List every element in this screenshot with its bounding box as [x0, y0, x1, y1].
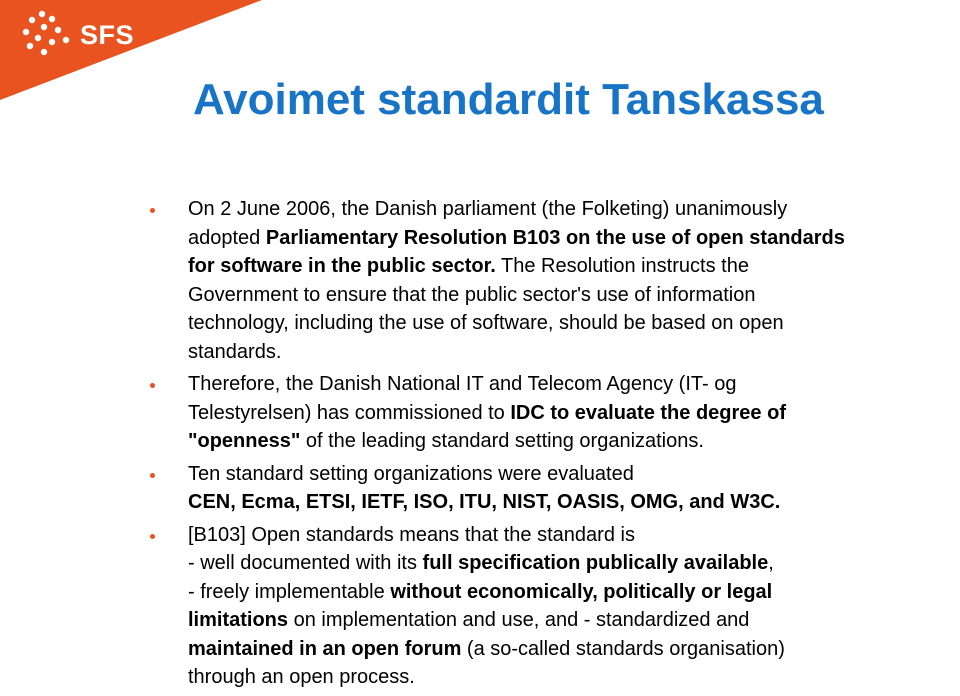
text-line: [188, 309, 960, 338]
text-segment: - well documented with its: [188, 552, 423, 574]
text-line: [188, 281, 960, 310]
bullet-list: [148, 195, 960, 696]
bold-text-segment: without economically, politically or legal: [390, 580, 773, 603]
bold-text-segment: limitations: [188, 609, 289, 631]
text-line: [188, 224, 960, 253]
bullet-text: [188, 460, 960, 517]
bold-text-segment: Parliamentary Resolution B103 on the use of open standards: [265, 226, 845, 249]
slide-title: Avoimet standardit Tanskassa: [193, 75, 824, 124]
text-segment: technology, including the use of software, should be based on open: [188, 312, 784, 334]
text-line: [188, 521, 960, 550]
bullet-text: [188, 195, 960, 366]
text-line: [188, 635, 960, 664]
text-line: [188, 427, 960, 456]
text-segment: Therefore, the Danish National IT and Telecom Agency (IT- og: [188, 373, 737, 395]
bullet-text: [188, 370, 960, 456]
text-segment: The Resolution instructs the: [495, 255, 749, 277]
text-segment: Telestyrelsen) has commissioned to: [188, 401, 511, 424]
text-segment: - freely implementable: [188, 580, 391, 603]
bullet-item: [148, 460, 960, 517]
text-segment: ,: [768, 552, 774, 574]
bullet-dot-icon: [150, 208, 155, 213]
bullet-dot-icon: [150, 383, 155, 388]
text-line: [188, 460, 960, 489]
bullet-dot-icon: [150, 473, 155, 478]
text-segment: Government to ensure that the public sector's use of information: [188, 283, 756, 306]
text-line: [188, 370, 960, 399]
text-segment: through an open process.: [188, 666, 415, 688]
text-line: [188, 549, 960, 578]
text-segment: [B103] Open standards means that the standard is: [188, 523, 635, 546]
bold-text-segment: maintained in an open forum: [188, 637, 462, 660]
bold-text-segment: "openness": [188, 430, 301, 452]
text-segment: on implementation and use, and - standardized and: [288, 609, 750, 631]
bullet-item: [148, 370, 960, 456]
brand-name: SFS: [80, 20, 135, 50]
text-segment: of the leading standard setting organizations.: [300, 430, 704, 452]
bold-text-segment: full specification publically available: [422, 552, 769, 574]
text-segment: adopted: [188, 226, 266, 249]
text-line: [188, 252, 960, 281]
text-line: [188, 663, 960, 692]
text-line: [188, 606, 960, 635]
bold-text-segment: for software in the public sector.: [188, 255, 496, 277]
text-line: [188, 338, 960, 367]
text-segment: On 2 June 2006, the Danish parliament (the Folketing) unanimously: [188, 198, 788, 220]
bold-text-segment: CEN, Ecma, ETSI, IETF, ISO, ITU, NIST, OASIS, OMG, and W3C.: [188, 491, 781, 513]
text-line: [188, 488, 960, 517]
text-line: [188, 195, 960, 224]
bullet-dot-icon: [150, 534, 155, 539]
bullet-text: [188, 521, 960, 692]
text-line: [188, 578, 960, 607]
bullet-item: [148, 521, 960, 692]
text-segment: standards.: [188, 340, 282, 363]
bullet-item: [148, 195, 960, 366]
text-segment: (a so-called standards organisation): [461, 637, 785, 660]
text-segment: Ten standard setting organizations were evaluated: [188, 462, 634, 485]
bold-text-segment: IDC to evaluate the degree of: [510, 401, 786, 424]
text-line: [188, 399, 960, 428]
